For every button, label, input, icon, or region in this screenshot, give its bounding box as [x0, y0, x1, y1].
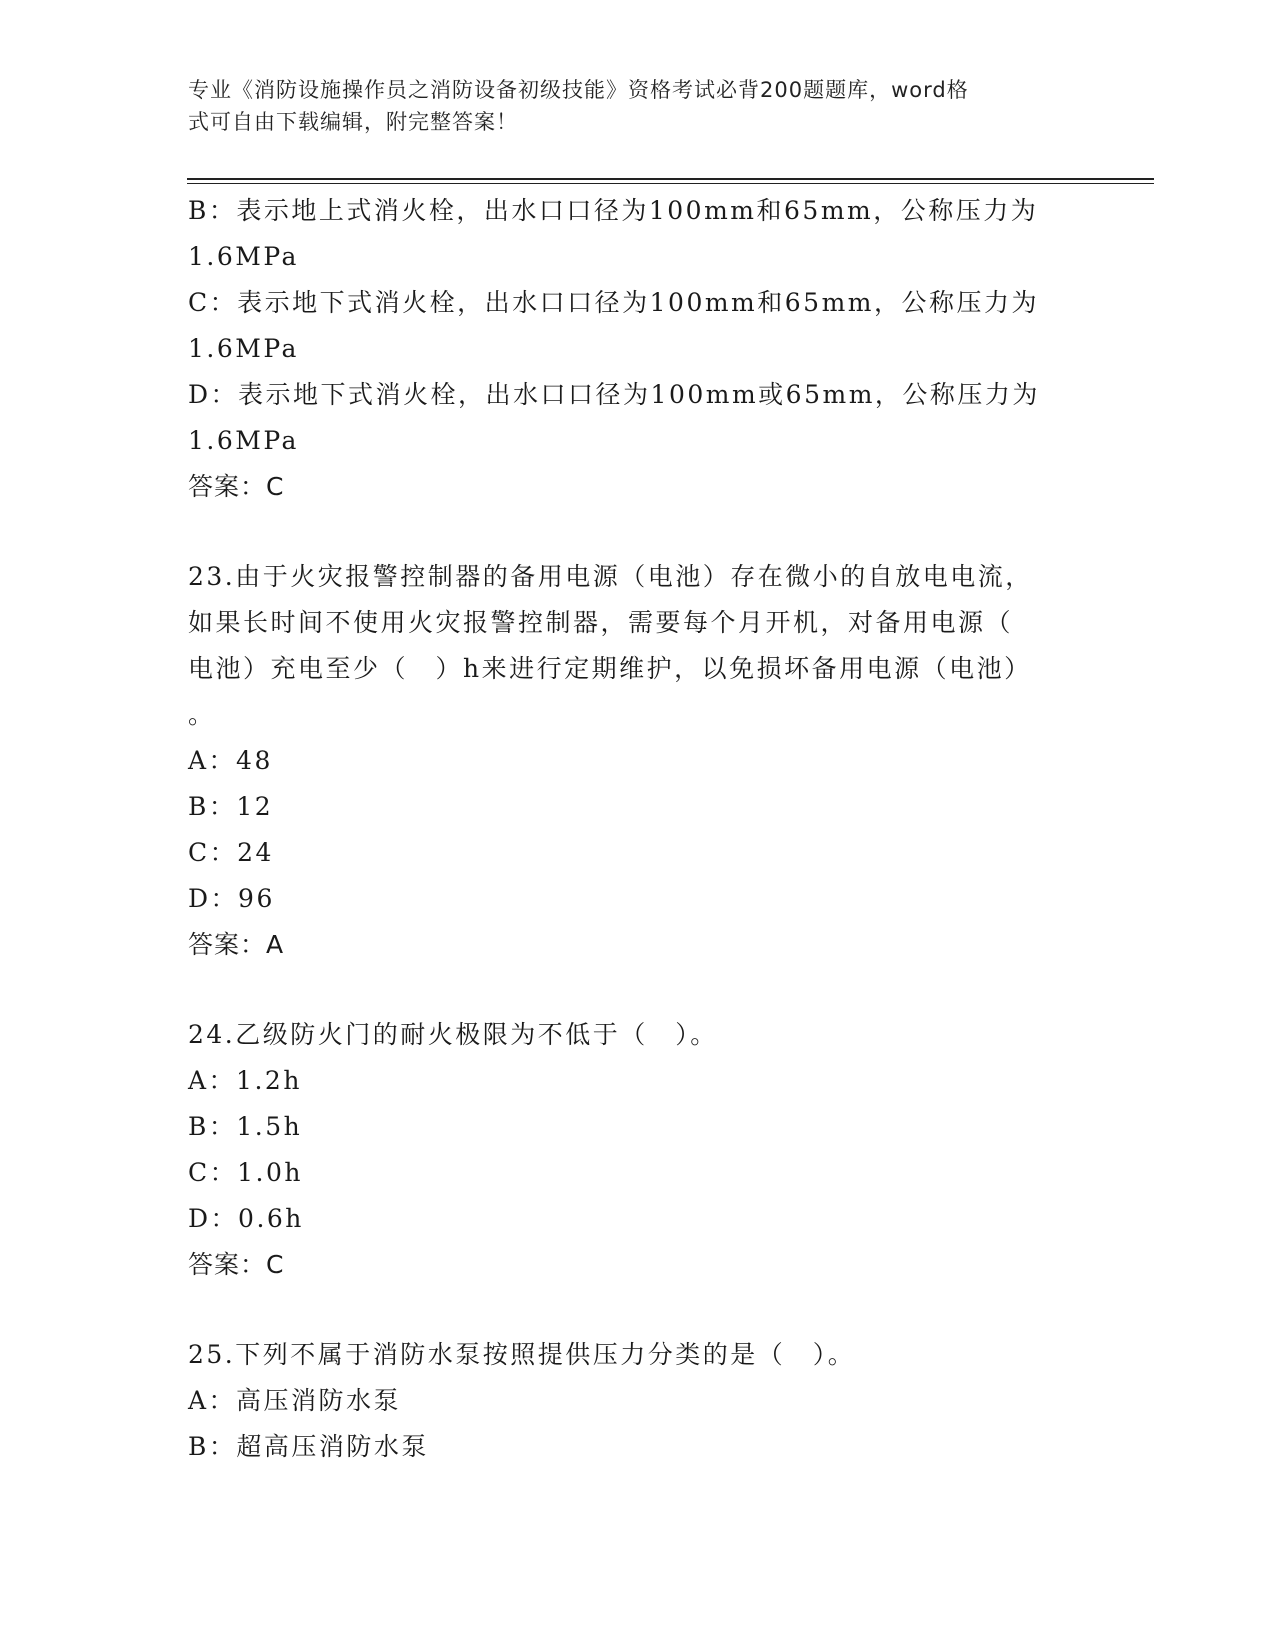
option-a: A：1.2h: [188, 1066, 302, 1095]
option-c: C：24: [188, 838, 274, 867]
option-c: C：1.0h: [188, 1158, 303, 1187]
question-stem-line-3: 电池）充电至少（ ）h来进行定期维护，以免损坏备用电源（电池）: [188, 654, 1032, 683]
question-list: [188, 188, 1088, 1470]
question-23: [188, 554, 1088, 968]
option-b: B：1.5h: [188, 1112, 303, 1141]
option-c-line-1: C：表示地下式消火栓，出水口口径为100mm和65mm，公称压力为: [188, 288, 1039, 317]
option-b: B：12: [188, 792, 274, 821]
question-stem-line-4: 。: [188, 700, 216, 729]
question-stem-line-2: 如果长时间不使用火灾报警控制器，需要每个月开机，对备用电源（: [188, 608, 1014, 637]
document-header: [188, 74, 1068, 138]
option-a: A：48: [188, 746, 273, 775]
header-line-2: 式可自由下载编辑，附完整答案！: [188, 110, 518, 134]
option-b-line-2: 1.6MPa: [188, 242, 299, 271]
option-b: B：超高压消防水泵: [188, 1432, 429, 1461]
question-stem-line-1: 23.由于火灾报警控制器的备用电源（电池）存在微小的自放电电流，: [188, 562, 1033, 591]
answer-24: 答案：C: [188, 1250, 285, 1279]
answer-22: 答案：C: [188, 472, 285, 501]
header-line-1: 专业《消防设施操作员之消防设备初级技能》资格考试必背200题题库，word格: [188, 78, 969, 102]
option-d-line-1: D：表示地下式消火栓，出水口口径为100mm或65mm，公称压力为: [188, 380, 1040, 409]
answer-23: 答案：A: [188, 930, 285, 959]
header-divider-thick: [187, 178, 1154, 180]
header-divider-thin: [187, 183, 1154, 184]
option-b-line-1: B：表示地上式消火栓，出水口口径为100mm和65mm，公称压力为: [188, 196, 1039, 225]
option-c-line-2: 1.6MPa: [188, 334, 299, 363]
question-stem: 25.下列不属于消防水泵按照提供压力分类的是（ ）。: [188, 1340, 856, 1369]
question-22: [188, 188, 1088, 510]
option-d: D：96: [188, 884, 275, 913]
question-25: [188, 1332, 1088, 1470]
option-d-line-2: 1.6MPa: [188, 426, 299, 455]
option-a: A：高压消防水泵: [188, 1386, 402, 1415]
question-24: [188, 1012, 1088, 1288]
option-d: D：0.6h: [188, 1204, 304, 1233]
question-stem: 24.乙级防火门的耐火极限为不低于（ ）。: [188, 1020, 718, 1049]
